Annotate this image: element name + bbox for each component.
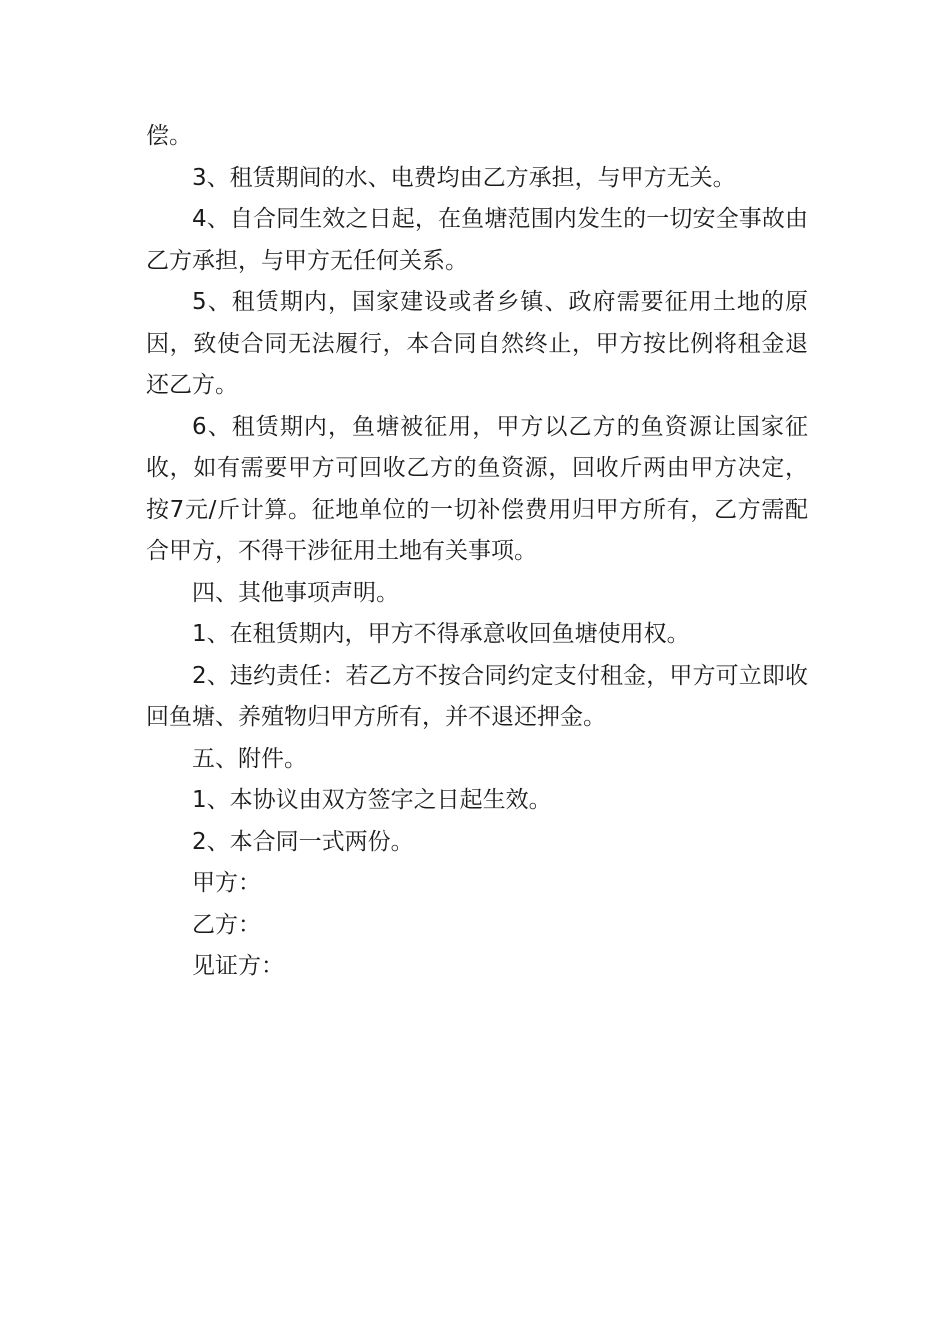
clause-6-expropriation: 6、租赁期内，鱼塘被征用，甲方以乙方的鱼资源让国家征收，如有需要甲方可回收乙方的鱼资源，回收斤两由甲方决定，按7元/斤计算。征地单位的一切补偿费用归甲方所有，乙方需配合甲方，不得干涉征用土地有关事项。	[146, 413, 808, 564]
clause-4-safety: 4、自合同生效之日起，在鱼塘范围内发生的一切安全事故由乙方承担，与甲方无任何关系。	[146, 206, 808, 274]
document-body	[146, 116, 808, 988]
signature-witness: 见证方：	[192, 953, 284, 979]
section-5-clause-1: 1、本协议由双方签字之日起生效。	[192, 787, 552, 813]
paragraph-compensation-end: 偿。	[146, 123, 192, 149]
signature-party-a: 甲方：	[192, 870, 261, 896]
section-4-heading: 四、其他事项声明。	[192, 579, 399, 606]
signature-party-b: 乙方：	[192, 911, 261, 938]
section-5-clause-2: 2、本合同一式两份。	[192, 828, 414, 855]
section-4-clause-2: 2、违约责任：若乙方不按合同约定支付租金，甲方可立即收回鱼塘、养殖物归甲方所有，并不退还押金。	[146, 662, 808, 730]
clause-5-termination: 5、租赁期内，国家建设或者乡镇、政府需要征用土地的原因，致使合同无法履行，本合同自然终止，甲方按比例将租金退还乙方。	[146, 289, 808, 398]
section-4-clause-1: 1、在租赁期内，甲方不得承意收回鱼塘使用权。	[192, 621, 690, 647]
clause-3-utilities: 3、租赁期间的水、电费均由乙方承担，与甲方无关。	[192, 164, 736, 191]
section-5-heading: 五、附件。	[192, 745, 307, 772]
